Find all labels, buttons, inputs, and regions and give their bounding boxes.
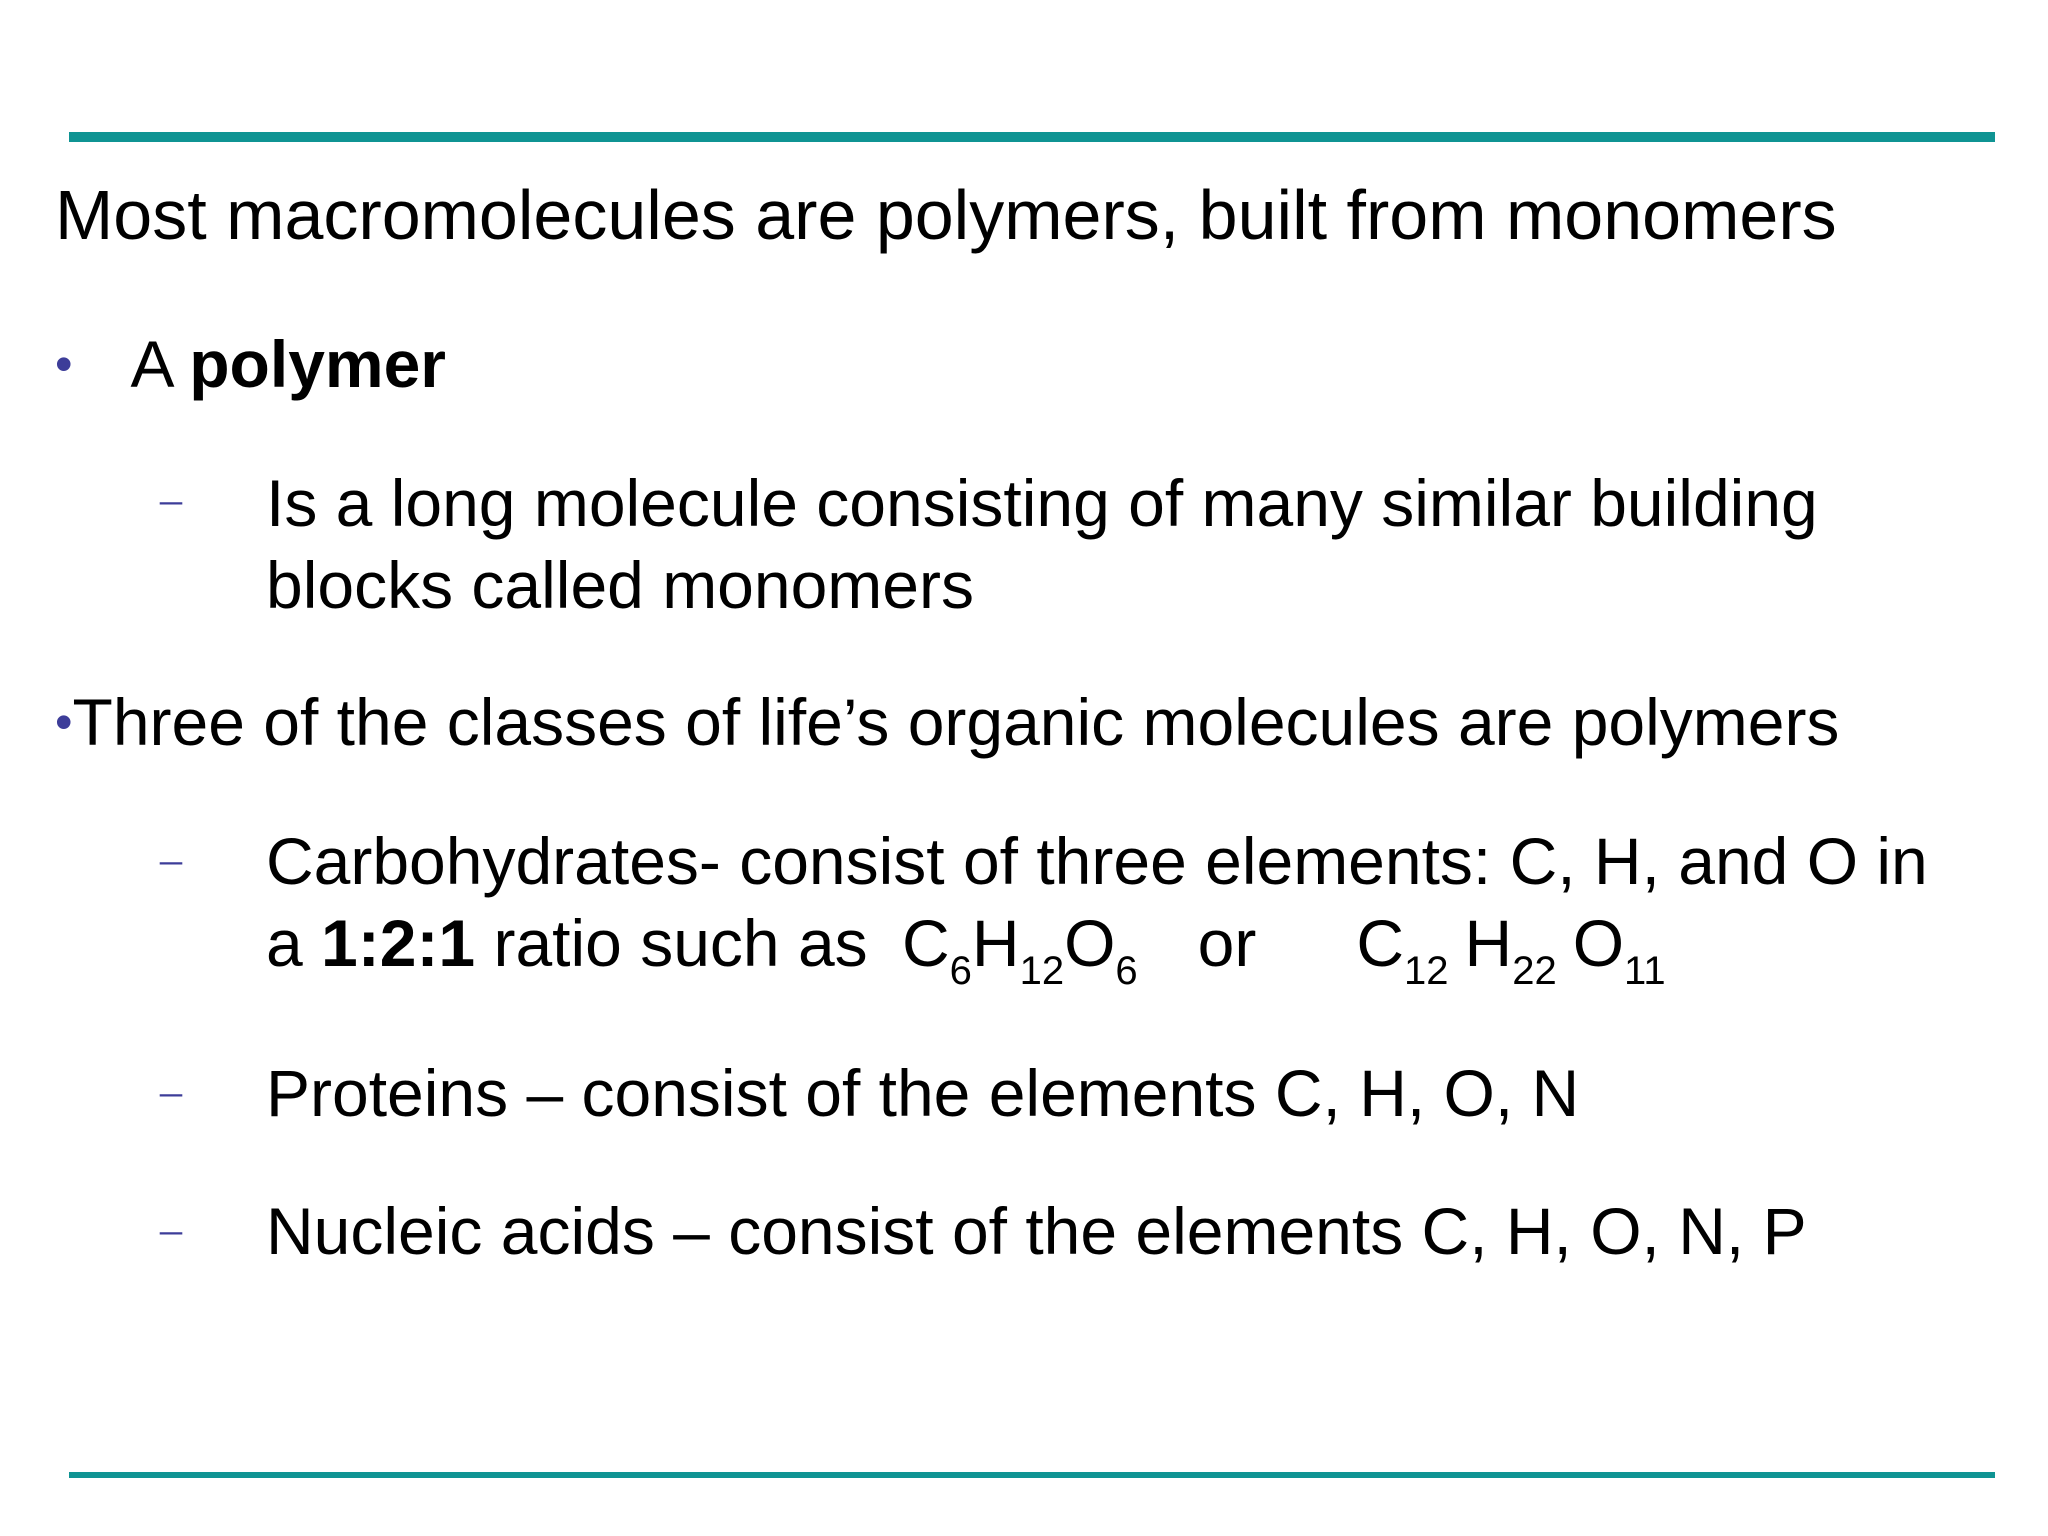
sub-polymer-line1: Is a long molecule consisting of many similar building <box>266 466 1818 540</box>
sub-polymer-definition <box>266 462 1818 626</box>
sub-polymer-line2: blocks called monomers <box>266 548 974 622</box>
carbohydrates-post: ratio such as <box>475 906 886 980</box>
sub-nucleic-acids: Nucleic acids – consist of the elements C, H, O, N, P <box>266 1194 1807 1268</box>
dash-marker: – <box>160 1205 182 1254</box>
dash-marker: – <box>160 475 182 524</box>
bullet-three-classes <box>55 682 1839 768</box>
bullet-three-classes-text: Three of the classes of life’s organic molecules are polymers <box>72 685 1840 759</box>
or-word: or <box>1197 906 1257 980</box>
formula-glucose: $C_6H_{12}O_6$ <box>901 906 1138 993</box>
bullet-polymer-bold: polymer <box>189 327 446 401</box>
bottom-rule <box>69 1472 1995 1478</box>
bullet-marker: • <box>55 694 73 750</box>
carbohydrates-line2 <box>266 902 1928 994</box>
bullet-polymer-prefix: A <box>130 327 190 401</box>
top-rule <box>69 132 1995 142</box>
bullet-polymer <box>55 324 446 410</box>
sub-carbohydrates <box>266 820 1928 994</box>
carbohydrates-line1: Carbohydrates- consist of three elements: C, H, and O in <box>266 824 1928 898</box>
sub-proteins: Proteins – consist of the elements C, H, O, N <box>266 1056 1580 1130</box>
slide-title: Most macromolecules are polymers, built from monomers <box>55 176 1837 254</box>
dash-marker: – <box>160 1067 182 1116</box>
dash-marker: – <box>160 835 182 884</box>
carbohydrates-pre: a <box>266 906 322 980</box>
formula-sucrose: $C_{12}$ $H_{22}$ $O_{11}$ <box>1356 906 1666 993</box>
bullet-marker: • <box>55 336 73 392</box>
ratio-bold: 1:2:1 <box>321 906 476 980</box>
